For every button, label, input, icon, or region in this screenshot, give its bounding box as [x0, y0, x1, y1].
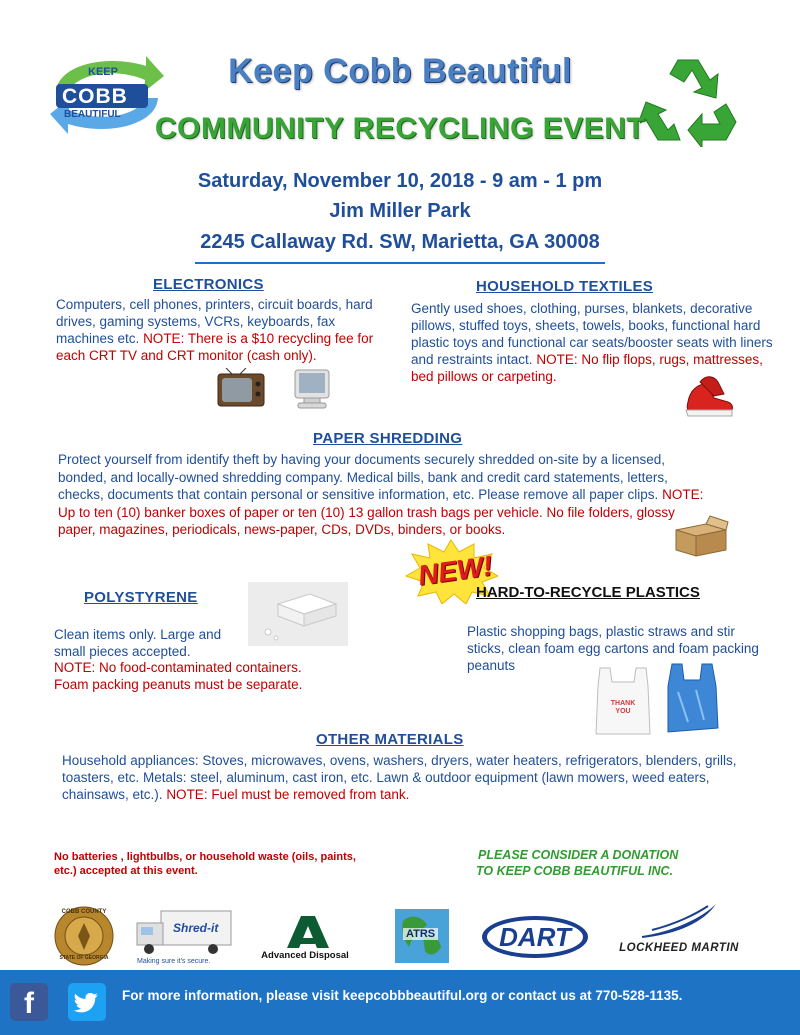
restrictions-note: No batteries , lightbulbs, or household waste (oils, paints, etc.) accepted at this event.: [54, 851, 356, 877]
twitter-icon[interactable]: [68, 983, 106, 1021]
shredding-text: [58, 451, 716, 539]
electronics-note: NOTE: There is a $10 recycling fee for each CRT TV and CRT monitor (cash only).: [56, 331, 374, 363]
polystyrene-note: NOTE: No food-contaminated containers. Foam packing peanuts must be separate.: [54, 660, 303, 692]
page-subtitle: COMMUNITY RECYCLING EVENT: [154, 112, 646, 145]
textiles-note: NOTE: No flip flops, rugs, mattresses, bed pillows or carpeting.: [411, 352, 763, 384]
shredding-heading: PAPER SHREDDING: [313, 430, 463, 447]
shred-it-tagline: Making sure it's secure.: [137, 958, 211, 965]
textiles-body: Gently used shoes, clothing, purses, blankets, decorative pillows, stuffed toys, sheets, towels, books, functional hard plastic toys and functional car seats/booster seats with liners and restraints intact.: [411, 301, 773, 367]
electronics-body: Computers, cell phones, printers, circuit boards, hard drives, gaming systems, VCRs, keyboards, fax machines etc.: [56, 297, 373, 346]
polystyrene-heading: POLYSTYRENE: [84, 589, 198, 606]
electronics-heading: ELECTRONICS: [153, 276, 264, 293]
event-venue: Jim Miller Park: [329, 200, 471, 222]
advanced-disposal-text: Advanced Disposal: [261, 950, 349, 961]
donation-line-2: TO KEEP COBB BEAUTIFUL INC.: [476, 864, 674, 878]
plastics-heading: HARD-TO-RECYCLE PLASTICS: [476, 584, 700, 601]
logo-cobb-text: COBB: [62, 85, 128, 108]
other-heading: OTHER MATERIALS: [316, 731, 464, 748]
other-note: NOTE: Fuel must be removed from tank.: [166, 787, 410, 802]
dart-text: DART: [499, 922, 571, 952]
plastic-bag-white-image: [594, 664, 652, 736]
tv-image: [216, 368, 266, 410]
plastic-bag-blue-image: [664, 662, 720, 734]
lockheed-martin-logo: [612, 902, 746, 960]
lockheed-martin-text: LOCKHEED MARTIN: [619, 942, 739, 954]
seal-bottom-text: STATE OF GEORGIA: [59, 955, 109, 961]
shred-it-text: Shred-it: [173, 921, 219, 935]
page-title: Keep Cobb Beautiful: [228, 52, 572, 90]
event-date-time: Saturday, November 10, 2018 - 9 am - 1 pm: [197, 170, 603, 192]
banker-box-image: [670, 514, 730, 558]
polystyrene-body: Clean items only. Large and small pieces accepted.: [54, 627, 222, 659]
other-text: [62, 752, 752, 803]
atrs-text: ATRS: [403, 928, 438, 940]
event-address: 2245 Callaway Rd. SW, Marietta, GA 30008: [200, 231, 600, 253]
facebook-icon[interactable]: f: [10, 983, 48, 1021]
shred-it-logo: [133, 909, 233, 969]
plastic-bag-print: THANK YOU: [610, 700, 636, 715]
donation-line-1: PLEASE CONSIDER A DONATION: [478, 848, 679, 862]
electronics-text: [56, 296, 378, 364]
logo-beautiful-text: BEAUTIFUL: [64, 109, 121, 120]
foam-image: [248, 582, 348, 646]
other-body: Household appliances: Stoves, microwaves, ovens, washers, dryers, water heaters, refrigerators, blenders, grills, toasters, etc. Metals: steel, aluminum, cast iron, etc. Lawn & outdoor equipment (lawn mowers, weed eaters, chainsaws, etc.).: [62, 753, 737, 802]
shredding-note: NOTE: Up to ten (10) banker boxes of paper or ten (10) 13 gallon trash bags per vehicle. No file folders, glossy paper, magazines, periodicals, news-paper, CDs, DVDs, binders, or books.: [58, 487, 704, 537]
sneakers-image: [684, 372, 736, 418]
logo-keep-text: KEEP: [88, 66, 118, 78]
dart-logo: [480, 914, 590, 960]
advanced-disposal-logo: [253, 912, 357, 964]
crt-monitor-image: [292, 368, 332, 410]
footer-contact-text: For more information, please visit keepcobbbeautiful.org or contact us at 770-528-1135.: [122, 988, 683, 1003]
header-divider: [195, 262, 605, 264]
new-badge-text: NEW!: [416, 549, 495, 592]
plastics-body: Plastic shopping bags, plastic straws and stir sticks, clean foam egg cartons and foam packing peanuts: [467, 624, 759, 673]
textiles-heading: HOUSEHOLD TEXTILES: [476, 278, 654, 295]
seal-top-text: COBB COUNTY: [61, 909, 107, 915]
atrs-logo: [393, 907, 451, 965]
shredding-body: Protect yourself from identify theft by having your documents securely shredded on-site by a licensed, bonded, and locally-owned shredding company. Medical bills, bank and credit card statements, letters, checks, documents that contain personal or sensitive information, etc. Please remove all paper clips.: [58, 452, 668, 502]
cobb-county-seal-logo: [54, 906, 114, 966]
